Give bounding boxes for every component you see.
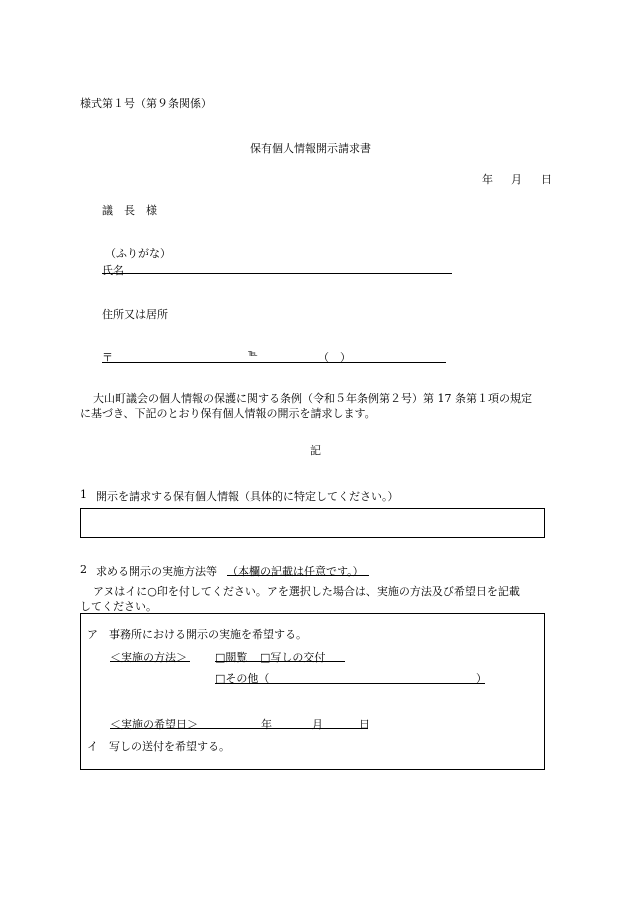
section2-instruction-line1: アヌはイに○印を付してください。アを選択した場合は、実施の方法及び希望日を記載 bbox=[93, 585, 520, 598]
other-close-paren: ） bbox=[476, 672, 487, 685]
date-year: 年 bbox=[482, 173, 493, 186]
furigana-label: （ふりがな） bbox=[105, 247, 171, 260]
body-text-line1: 大山町議会の個人情報の保護に関する条例（令和５年条例第２号）第 17 条第１項の規定 bbox=[93, 392, 532, 405]
checkbox-view[interactable]: □閲覧 bbox=[215, 651, 248, 664]
form-number: 様式第１号（第９条関係） bbox=[80, 97, 212, 110]
name-label: 氏名 bbox=[102, 264, 124, 277]
postal-mark: 〒 bbox=[102, 351, 113, 364]
tel-label: ℡ bbox=[248, 349, 258, 359]
desired-month: 月 bbox=[312, 718, 323, 731]
section1-title: 開示を請求する保有個人情報（具体的に特定してください。） bbox=[96, 490, 399, 503]
checkbox-underline bbox=[215, 661, 345, 662]
section2-number: 2 bbox=[80, 563, 87, 576]
checkbox-copy[interactable]: □写しの交付 bbox=[260, 651, 326, 664]
method-label-underline bbox=[110, 661, 190, 662]
address-label: 住所又は居所 bbox=[102, 308, 168, 321]
section2-options-box bbox=[80, 613, 545, 770]
section1-number: 1 bbox=[80, 488, 87, 501]
checkbox-other[interactable]: □その他（ bbox=[215, 672, 270, 685]
option-a[interactable]: ア 事務所における開示の実施を希望する。 bbox=[87, 628, 307, 641]
section2-title: 求める開示の実施方法等 bbox=[96, 565, 217, 578]
document-title: 保有個人情報開示請求書 bbox=[250, 142, 371, 155]
body-text-line2: に基づき、下記のとおり保有個人情報の開示を請求します。 bbox=[80, 407, 376, 420]
address-tel-underline[interactable] bbox=[102, 362, 446, 363]
name-underline[interactable] bbox=[102, 273, 452, 274]
desired-date-underline[interactable] bbox=[110, 728, 368, 729]
option-b[interactable]: イ 写しの送付を希望する。 bbox=[87, 740, 230, 753]
section1-input-box[interactable] bbox=[80, 508, 545, 538]
desired-date-label: ＜実施の希望日＞ bbox=[110, 718, 198, 731]
other-underline[interactable] bbox=[215, 683, 485, 684]
addressee: 議 長 様 bbox=[102, 204, 157, 217]
method-label: ＜実施の方法＞ bbox=[110, 651, 187, 664]
section2-note: （本欄の記載は任意です。） bbox=[227, 565, 364, 578]
desired-day: 日 bbox=[359, 718, 370, 731]
tel-paren: （ ） bbox=[318, 351, 351, 364]
desired-year: 年 bbox=[261, 718, 272, 731]
date-day: 日 bbox=[541, 173, 552, 186]
date-month: 月 bbox=[511, 173, 522, 186]
section2-note-underline bbox=[227, 575, 369, 576]
section2-instruction-line2: してください。 bbox=[80, 600, 157, 613]
ki-label: 記 bbox=[310, 444, 321, 457]
